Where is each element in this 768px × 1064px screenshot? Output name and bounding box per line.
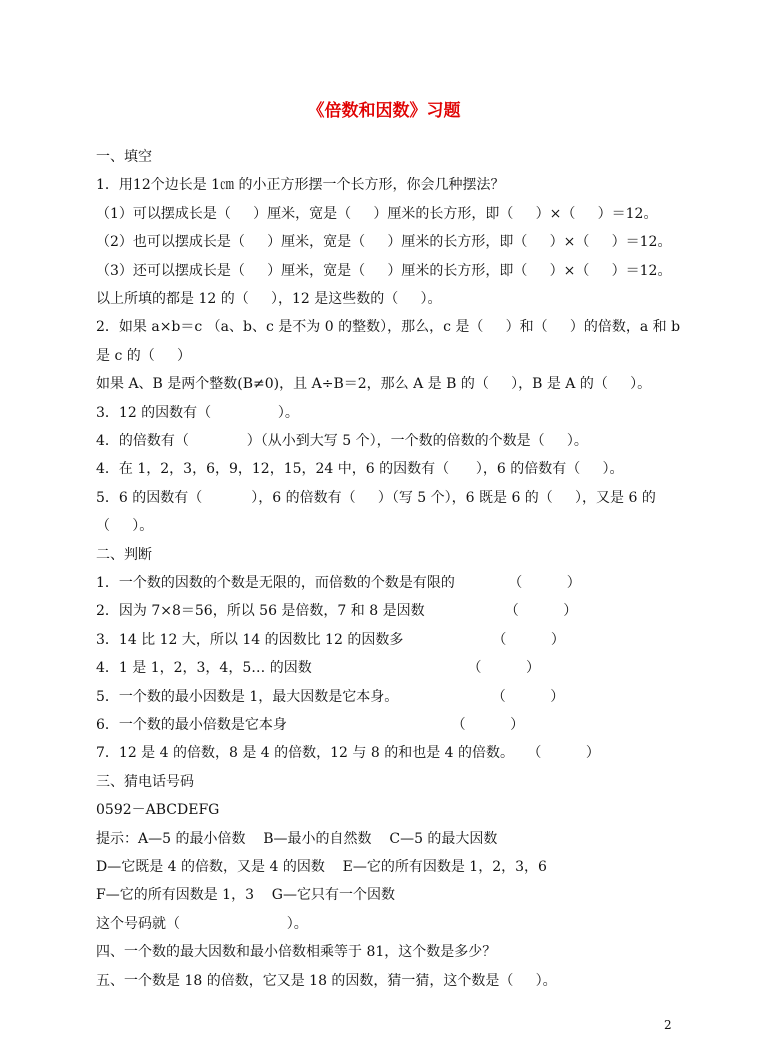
text-line: 提示：A—5 的最小倍数 B—最小的自然数 C—5 的最大因数 (96, 831, 498, 847)
text-line: （2）也可以摆成长是（ ）厘米，宽是（ ）厘米的长方形，即（ ）×（ ）＝12。 (96, 234, 672, 250)
text-line: 3．12 的因数有（ ）。 (96, 405, 299, 421)
text-line: D—它既是 4 的倍数，又是 4 的因数 E—它的所有因数是 1，2，3，6 (96, 859, 547, 875)
text-line: 以上所填的都是 12 的（ ），12 是这些数的（ ）。 (96, 291, 442, 307)
text-line: （ ）。 (96, 518, 154, 534)
text-line: 一、填空 (96, 149, 152, 165)
text-line: 4．1 是 1，2，3，4，5… 的因数 （ ） (96, 660, 540, 676)
text-line: 是 c 的（ ） (96, 348, 191, 364)
text-line: 4．在 1，2，3，6，9，12，15，24 中，6 的因数有（ ），6 的倍数有（ ）。 (96, 461, 624, 477)
text-line: 三、猜电话号码 (96, 774, 194, 790)
text-line: 5．6 的因数有（ ），6 的倍数有（ ）（写 5 个），6 既是 6 的（ ），又是 6 的 (96, 490, 656, 506)
text-line: （1）可以摆成长是（ ）厘米，宽是（ ）厘米的长方形，即（ ）×（ ）＝12。 (96, 206, 658, 222)
text-line: 4．的倍数有（ ）（从小到大写 5 个），一个数的倍数的个数是（ ）。 (96, 433, 588, 449)
page-title: 《倍数和因数》习题 (307, 101, 461, 121)
text-line: 如果 A、B 是两个整数(B≠0)，且 A÷B＝2，那么 A 是 B 的（ ），B 是 A 的（ ）。 (96, 376, 652, 392)
text-line: 这个号码就（ ）。 (96, 916, 308, 932)
text-line: 6．一个数的最小倍数是它本身 （ ） (96, 717, 525, 733)
text-line: 四、一个数的最大因数和最小倍数相乘等于 81，这个数是多少？ (96, 944, 497, 960)
text-line: 2．如果 a×b＝c （a、b、c 是不为 0 的整数），那么，c 是（ ）和（ ）的倍数，a 和 b (96, 319, 681, 335)
text-line: 5．一个数的最小因数是 1，最大因数是它本身。 （ ） (96, 689, 565, 705)
text-line: 0592－ABCDEFG (96, 802, 220, 818)
text-line: （3）还可以摆成长是（ ）厘米，宽是（ ）厘米的长方形，即（ ）×（ ）＝12。 (96, 263, 672, 279)
text-line: 五、一个数是 18 的倍数，它又是 18 的因数，猜一猜，这个数是（ ）。 (96, 973, 557, 989)
text-line: 二、判断 (96, 547, 152, 563)
text-line: F—它的所有因数是 1，3 G—它只有一个因数 (96, 887, 395, 903)
text-line: 3．14 比 12 大，所以 14 的因数比 12 的因数多 （ ） (96, 632, 565, 648)
text-line: 1．一个数的因数的个数是无限的，而倍数的个数是有限的 （ ） (96, 575, 581, 591)
text-line: 7．12 是 4 的倍数，8 是 4 的倍数，12 与 8 的和也是 4 的倍数。 （ ） (96, 745, 600, 761)
text-line: 2．因为 7×8＝56，所以 56 是倍数，7 和 8 是因数 （ ） (96, 603, 578, 619)
text-line: 1．用12个边长是 1㎝ 的小正方形摆一个长方形，你会几种摆法？ (96, 177, 505, 193)
page-number: 2 (664, 1018, 672, 1032)
